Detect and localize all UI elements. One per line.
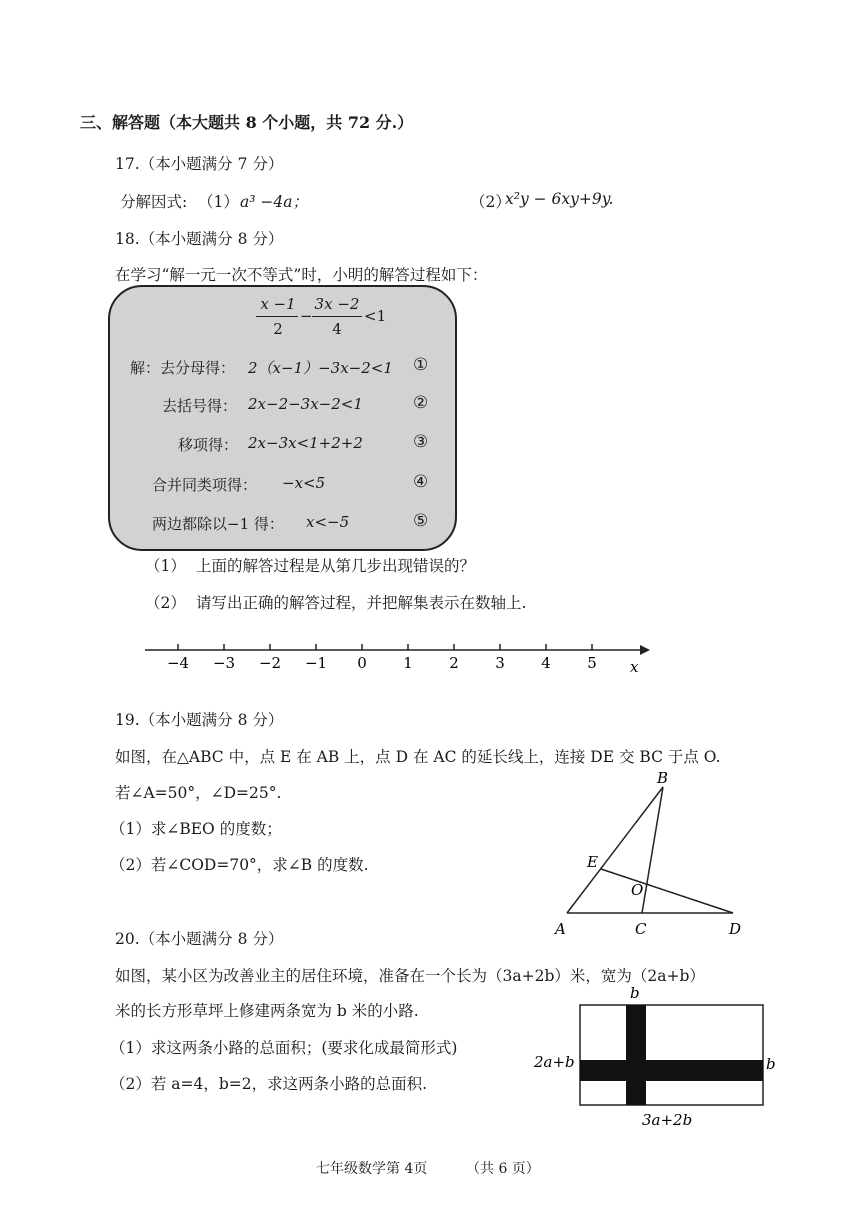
step-1-number: ① [413,355,429,375]
tick-label: 1 [403,654,413,672]
step-2-number: ② [413,393,429,413]
q20-title: 20.（本小题满分 8 分） [115,930,284,948]
number-line-axis-label: x [630,658,639,676]
step-2-label: 去括号得： [162,397,238,415]
frac2-bar [312,316,362,317]
segment-AB [567,787,663,913]
q19-line2: 若∠A=50°，∠D=25°. [115,784,282,802]
step-4-label: 合并同类项得： [152,476,258,494]
frac2-denominator: 4 [332,320,342,338]
q20-part2: （2）若 a=4，b=2，求这两条小路的总面积. [110,1075,428,1093]
tick-label: 5 [587,654,597,672]
step-5-label: 两边都除以−1 得： [152,515,284,533]
q18-question2-label: （2） [145,594,186,612]
number-line [140,630,660,680]
step-5-number: ⑤ [413,511,429,531]
q20-line1: 如图，某小区为改善业主的居住环境，准备在一个长为（3a+2b）米，宽为（2a+b） [115,967,705,985]
step-1-label: 解：去分母得： [130,359,236,377]
q17-title: 17.（本小题满分 7 分） [115,155,284,173]
q17-part2-label: （2） [470,193,511,211]
footer-total: （共 6 页） [466,1161,540,1177]
label-O: O [631,881,644,899]
q20-part1: （1）求这两条小路的总面积；(要求化成最简形式) [110,1039,458,1057]
label-B: B [657,770,669,787]
q19-title: 19.（本小题满分 8 分） [115,711,284,729]
step-3-label: 移项得： [178,436,239,454]
solution-box [108,285,457,551]
tick-label: −4 [166,654,190,672]
label-bottom-3a-2b: 3a+2b [642,1111,693,1129]
q18-question2: 请写出正确的解答过程，并把解集表示在数轴上. [196,594,527,612]
step-4-expr: −x<5 [282,474,326,492]
triangle-figure [545,770,755,940]
footer-page: 七年级数学第 4页 [316,1161,428,1177]
q19-line1: 如图，在△ABC 中，点 E 在 AB 上，点 D 在 AC 的延长线上，连接 DE 交 BC 于点 O. [115,748,721,766]
horizontal-path [580,1060,763,1081]
number-line-arrow [640,645,650,655]
step-2-expr: 2x−2−3x−2<1 [248,395,363,413]
step-1-expr: 2（x−1）−3x−2<1 [248,359,393,377]
frac2-numerator: 3x −2 [314,295,360,313]
tick-label: −3 [212,654,236,672]
q19-part2: （2）若∠COD=70°，求∠B 的度数. [110,856,369,874]
inequality-minus: − [300,307,313,325]
tick-label: 0 [357,654,367,672]
q18-intro: 在学习“解一元一次不等式”时，小明的解答过程如下： [115,266,488,284]
q19-part1: （1）求∠BEO 的度数； [110,820,282,838]
segment-DE [601,869,733,913]
label-right-b: b [766,1055,776,1073]
label-E: E [587,853,598,871]
tick-label: −1 [304,654,328,672]
section-heading: 三、解答题（本大题共 8 个小题，共 72 分.） [80,113,414,132]
tick-label: −2 [258,654,282,672]
tick-label: 2 [449,654,459,672]
lawn-figure [530,985,780,1130]
frac1-bar [256,316,298,317]
q18-title: 18.（本小题满分 8 分） [115,230,284,248]
label-D: D [729,920,742,938]
step-5-expr: x<−5 [306,513,350,531]
q20-line2: 米的长方形草坪上修建两条宽为 b 米的小路. [115,1002,419,1020]
q18-question1: 上面的解答过程是从第几步出现错误的？ [196,557,476,575]
label-left-2a-b: 2a+b [534,1053,575,1071]
q17-part1-expr: a³ −4a； [240,193,308,211]
label-top-b: b [630,985,640,1002]
frac1-denominator: 2 [273,320,283,338]
tick-label: 4 [541,654,551,672]
label-C: C [635,920,647,938]
q17-part2-expr: x²y − 6xy+9y. [505,190,614,208]
label-A: A [555,920,566,938]
lawn-rectangle [580,1005,763,1105]
inequality-rhs: <1 [364,307,387,325]
q17-part1-label: （1） [198,193,239,211]
step-4-number: ④ [413,472,429,492]
step-3-expr: 2x−3x<1+2+2 [248,434,363,452]
q18-question1-label: （1） [145,557,186,575]
q17-prompt: 分解因式: [120,193,188,211]
vertical-path [626,1005,646,1105]
step-3-number: ③ [413,432,429,452]
tick-label: 3 [495,654,505,672]
segment-BC [642,787,663,913]
frac1-numerator: x −1 [260,295,296,313]
